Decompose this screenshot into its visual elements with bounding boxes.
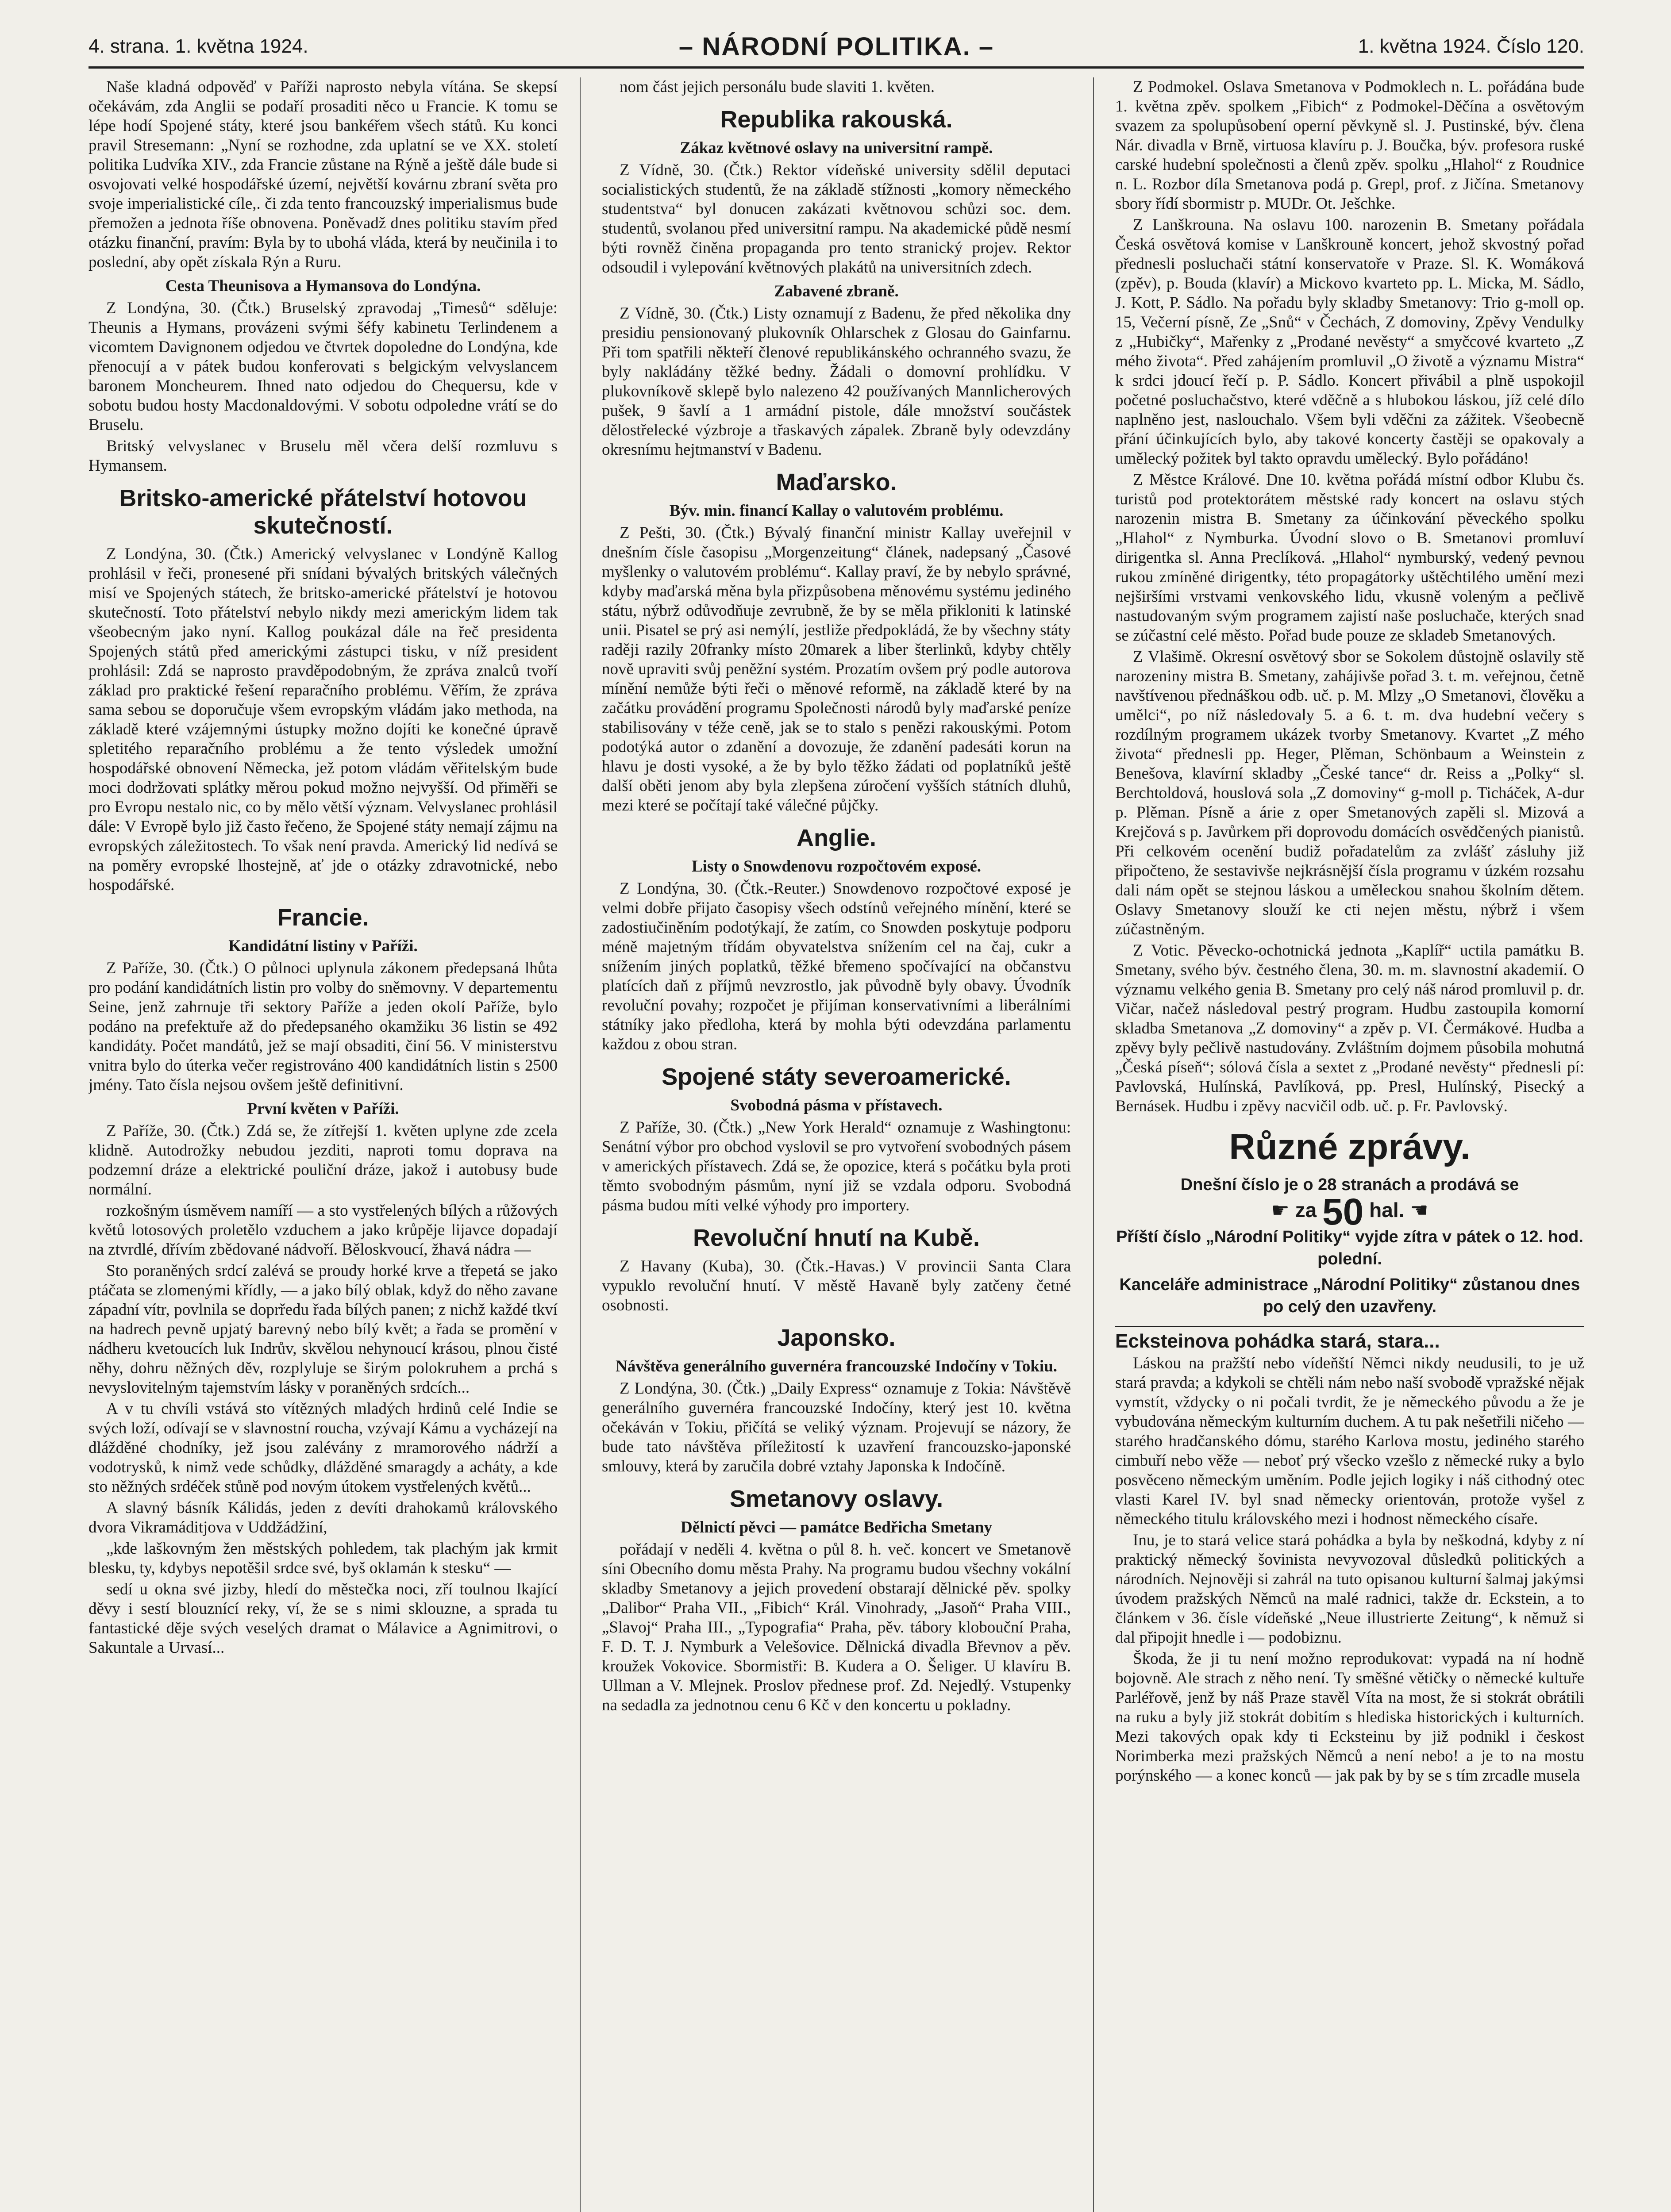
article-paragraph: pořádají v neděli 4. května o půl 8. h. več. koncert ve Smetanově síni Obecního domu města Prahy. Na programu budou všechny vokální skladby Smetanovy a jejich provedení obstarají dělnické pěv. spolky „Dalibor“ Praha VII., „Fibich“ Král. Vinohrady, „Jasoň“ Praha VIII., „Slavoj“ Praha III., „Typografia“ Praha, pěv. tábory klobouční Praha, F. D. T. J. Nymburk a Velešovice. Dělnická divadla Břevnov a pěv. kroužek Vokovice. Sbormistři: B. Kudera a O. Šeliger. U klavíru B. Ullman a V. Mlejnek. Proslov přednese prof. Zd. Nejedlý. Vstupenky na sedadla za jednotnou cenu 6 Kč v den koncertu u pokladny. <box>602 1540 1071 1714</box>
feuilleton-heading: Ecksteinova pohádka stará, stara... <box>1115 1326 1584 1351</box>
price-prefix: za <box>1295 1198 1322 1221</box>
article-heading: Návštěva generálního guvernéra francouzské Indočíny v Tokiu. <box>615 1357 1058 1375</box>
masthead-issue: 1. května 1924. Číslo 120. <box>1358 35 1584 57</box>
pointing-hand-icon: ☚ <box>1404 1198 1428 1221</box>
section-heading: Republika rakouská. <box>720 106 953 133</box>
article-paragraph: Z Vídně, 30. (Čtk.) Listy oznamují z Badenu, že před několika dny presidiu pensionovaný plukovník Ohlarschek z Glosau do Gainfarnu. Při tom spatřili někteří členové republikánského ochranného svazu, že byly nakládány těžké bedny. Žádali o domovní prohlídku. V plukovníkově sklepě bylo nalezeno 42 používaných Mannlicherových pušek, 9 šavlí a 1 armádní pistole, dále množství součástek dělostřelecké výzbroje a třaskavých zápalek. Zbraně byly odevzdány okresnímu hejtmanství v Badenu. <box>602 304 1071 459</box>
masthead-date-page: 4. strana. 1. května 1924. <box>89 35 308 57</box>
article-paragraph: A slavný básník Kálidás, jeden z devíti drahokamů královského dvora Vikramáditjova v Uddžádžiní, <box>89 1499 558 1536</box>
article-paragraph: Z Londýna, 30. (Čtk.) Bruselský zpravodaj „Timesů“ sděluje: Theunis a Hymans, provázeni svými šéfy kabinetu Terlindenem a vicomtem Davignonem odjedou ve čtvrtek dopoledne do Londýna, kde přenocují a v pátek budou konferovati s belgickým velvyslancem baronem Moncheurem. Ihned nato odjedou do Chequersu, kde v sobotu budou hosty Macdonaldovými. V sobotu odpoledne vrátí se do Bruselu. <box>89 299 558 434</box>
notice-text: Příští číslo „Národní Politiky“ vyjde zítra v pátek o 12. hod. polední. <box>1116 1227 1583 1268</box>
price-value: 50 <box>1322 1190 1364 1233</box>
masthead <box>89 27 1584 69</box>
section-heading: Britsko-americké přátelství hotovou skutečností. <box>119 485 527 539</box>
article-paragraph: Z Havany (Kuba), 30. (Čtk.-Havas.) V provincii Santa Clara vypuklo revoluční hnutí. V městě Havaně byly zatčeny četné osobnosti. <box>602 1257 1071 1314</box>
section-heading: Japonsko. <box>777 1325 896 1351</box>
article-paragraph: A v tu chvíli vstává sto vítězných mladých hrdinů celé Indie se svých loží, odívají se v slavnostní roucha, vzývají Kámu a vycházejí na dlážděné chodníky, jež jsou zalévány z mramorového nádrží a vodotrysků, k nimž vede schůdky, dlážděné smaragdy a acháty, a kde sto něžných srdéček stůně pod novým útokem vystřelených květů... <box>89 1400 558 1496</box>
column-divider <box>1093 77 1094 2212</box>
masthead-title: – NÁRODNÍ POLITIKA. – <box>678 32 994 61</box>
article-paragraph: Škoda, že ji tu není možno reprodukovat: vypadá na ní hodně bojovně. Ale strach z něho není. Ty směšné větičky o německé kultuře Parléřově, jenž by náš Praze stavěl Víta na most, že si stokrát obrátili na ruku a byly již stokrát dobitím s hlediska historických i kulturních. Mezi takových opak kdy ti Ecksteinu by již podnikl i českost Norimberka mezi pražských Němců a není nebo! a je to na mostu porýnského — a konec konců — jak pak by by se s tím zrcadle musela <box>1115 1649 1584 1785</box>
article-heading: Zabavené zbraně. <box>774 282 899 300</box>
article-heading: Listy o Snowdenovu rozpočtovém exposé. <box>691 857 982 876</box>
article-paragraph: Naše kladná odpověď v Paříži naprosto nebyla vítána. Se skepsí očekávám, zda Anglii se podaří prosaditi něco u Francie. K tomu se lépe hodí Spojené státy, které jsou bankéřem všech států. Ku konci pravil Stresemann: „Nyní se rozhodne, zda uplatní se ve XX. století politika Ludvíka XIV., zda Francie zůstane na Rýně a ještě dále bude si osvojovati velké hospodářské území, největší kovárnu zbraní světa pro svoje imperialistické cíle,. či zda tento francouzský imperialismus bude přemožen a jednota říše obnovena. Poněvadž dnes politiku stavím před otázku finanční, pravím: Byla by to ubohá vláda, která by neučinila i to poslední, aby opět získala Rýn a Ruru. <box>89 78 558 271</box>
section-heading: Spojené státy severoamerické. <box>662 1064 1011 1090</box>
section-heading: Maďarsko. <box>776 469 897 495</box>
article-paragraph: Z Městce Králové. Dne 10. května pořádá místní odbor Klubu čs. turistů pod protektorátem městské rady koncert na oslavu stých narozenin mistra B. Smetany za účinkování pěveckého spolku „Hlahol“ z Nymburka. Úvodní slovo o B. Smetanovi promluví dirigentka sl. Anna Preclíková. „Hlahol“ nymburský, vedený pevnou rukou zmíněné dirigentky, této propagátorky uštěchtilého umění mezi nejširšími vrstvami venkovského lidu, vkusně voleným a pečlivě nastudovaným svým programem zajistí naše posluchače, kterých snad se zúčastní celé město. Pořad bude pouze ze skladeb Smetanových. <box>1115 471 1584 645</box>
article-paragraph: Britský velvyslanec v Bruselu měl včera delší rozmluvu s Hymansem. <box>89 437 558 475</box>
article-paragraph: nom část jejich personálu bude slaviti 1. květen. <box>620 78 935 96</box>
article-paragraph: Z Podmokel. Oslava Smetanova v Podmoklech n. L. pořádána bude 1. května zpěv. spolkem „Fibich“ z Podmokel-Děčína a osvětovým svazem za spolupůsobení operní pěvkyně sl. J. Pustinské, býv. člena Nár. divadla v Brně, virtuosa klavíru p. J. Boučka, býv. profesora ruské carské hudební společnosti a členů zpěv. spolku „Hlahol“ z Roudnice n. L. Rozbor díla Smetanova podá p. Grepl, prof. z Jičína. Smetanovy sbory řídí sbormistr p. MUDr. Ot. Ješchke. <box>1115 78 1584 213</box>
section-heading: Revoluční hnutí na Kubě. <box>693 1225 980 1251</box>
article-heading: První květen v Paříži. <box>247 1100 399 1118</box>
article-heading: Zákaz květnové oslavy na universitní rampě. <box>680 139 993 157</box>
column-1 <box>89 77 558 2212</box>
column-2 <box>602 77 1071 2212</box>
column-3 <box>1115 77 1584 2212</box>
article-paragraph: Inu, je to stará velice stará pohádka a byla by neškodná, kdyby z ní praktický německý šovinista nevyvozoval důsledků politických a národních. Nejnověji si zahrál na tuto opisanou kulturní šalmaj jakýmsi úvodem pražských Němců na malé radnici, takže dr. Eckstein, a to článkem v 36. čísle vídeňské „Neue illustrierte Zeitung“, k němuž si dal připojit hnedle i — podobiznu. <box>1115 1531 1584 1647</box>
article-paragraph: „kde laškovným žen městských pohledem, tak plachým jak krmit blesku, ty, kdybys nepotěšil srdce své, byš oklamán k stesku“ — <box>89 1540 558 1577</box>
section-heading: Anglie. <box>796 825 876 851</box>
article-paragraph: Z Paříže, 30. (Čtk.) O půlnoci uplynula zákonem předepsaná lhůta pro podání kandidátních listin pro volby do sněmovny. V departementu Seine, jenž zahrnuje tři sektory Paříže a jeden okolí Paříže, bylo podáno na prefektuře až do předepsaného okamžiku 36 listin se 492 kandidáty. Počet mandátů, jež se mají obsaditi, činí 56. V ministerstvu vnitra bylo do úterka večer registrováno 400 kandidátních listin s 2500 jmény. Tato čísla nejsou ovšem ještě definitivní. <box>89 959 558 1094</box>
article-paragraph: Z Vídně, 30. (Čtk.) Rektor vídeňské university sdělil deputaci socialistických studentů, že na základě stížnosti „komory německého studentstva“ byl donucen zakázati květnovou schůzi soc. dem. studentů, svolanou před universitní rampu. Na akademické půdě nesmí býti rovněž činěna propaganda pro tento stranický projev. Rektor odsoudil i vylepování květnových plakátů na universitních zdech. <box>602 161 1071 276</box>
article-paragraph: Z Londýna, 30. (Čtk.) „Daily Express“ oznamuje z Tokia: Návštěvě generálního guvernéra francouzské Indočíny, který jest 10. května očekáván v Tokiu, přičítá se veliký význam. Projevují se názory, že bude tato návštěva příležitostí k uzavření francouzsko-japonské smlouvy, která by zaručila dobré vztahy Japonska k Indočíně. <box>602 1379 1071 1475</box>
article-paragraph: sedí u okna své jizby, hledí do městečka noci, zří toulnou lkající děvy i sestí blouznící reky, ví, že se s nimi sklouzne, a sprada tu fantastické děje svých veselých dramat o Málavice a Agnimitrovi, o Sakuntale a Urvasí... <box>89 1580 558 1657</box>
article-heading: Cesta Theunisova a Hymansova do Londýna. <box>165 277 481 295</box>
article-heading: Býv. min. financí Kallay o valutovém problému. <box>669 502 1004 520</box>
article-paragraph: rozkošným úsměvem namíří — a sto vystřelených bílých a růžových květů lotosových proletělo vzduchem a jako krůpěje lijavce dopadají na ztvrdlé, dřívím zbědované nádvoří. Běloskvoucí, žhavá nádra — <box>89 1202 558 1259</box>
article-heading: Dělnictí pěvci — památce Bedřicha Smetany <box>681 1518 992 1536</box>
pointing-hand-icon: ☛ <box>1271 1198 1295 1221</box>
article-paragraph: Z Vlašimě. Okresní osvětový sbor se Sokolem důstojně oslavily stě narozeniny mistra B. Smetany, zahájivše pořad 3. t. m. veřejnou, četně navštívenou přednáškou odb. uč. p. M. Mlzy „O Smetanovi, člověku a umělci“, po níž následovaly 5. a 6. t. m. dva hudební večery s rozdílným programem ukázek tvorby Smetanovy. Kvartet „Z mého života“ přednesli pp. Heger, Plěman, Schönbaum a Weinstein z Benešova, klavírní skladby „České tance“ dr. Reiss a „Polky“ sl. Berchtoldová, houslová sola „Z domoviny“ g-moll p. Ticháček, A-dur p. Plěman. Písně a árie z oper Smetanových zapěli sl. Mizová a Krejčová s p. Javůrkem při doprovodu domácích osvědčených pianistů. Při celkovém ocenění budiž pořadatelům za zvlášť zásluhy již připočteno, že sestavivše nejkrásnější čísla programu v úzkém rozsahu dali nám opět se stejnou láskou a uměleckou snahou školním dětem. Oslavy Smetanovy slouží ke cti nejen městu, nýbrž i všem zúčastněným. <box>1115 648 1584 938</box>
column-divider <box>580 77 581 2212</box>
article-paragraph: Láskou na pražští nebo vídeňští Němci nikdy neudusili, to je už stará pravda; a kdykoli se chtěli nám nebo naší svobodě vpražské nějak vymstít, vždycky o ni počali tvrdit, že je německého původu a že je vybudována německým kulturním duchem. A tu pak nešetřili ničeho — starého hradčanského dómu, starého Karlova mostu, jediného starého cimbuří nebo věže — neboť prý všecko vzešlo z německé ruky a bylo posvěceno německým uměním. Podle jejich logiky i náš cithodný otec vlasti Karel IV. byl snad německy orientován, protože vyšel z německého titulu královského mezi i hodnost německého císaře. <box>1115 1354 1584 1528</box>
notice-text: Dnešní číslo je o 28 stranách a prodává se <box>1180 1175 1519 1194</box>
article-paragraph: Z Lanškrouna. Na oslavu 100. narozenin B. Smetany pořádala Česká osvětová komise v Lanškrouně koncert, jehož skvostný pořad přednesli posluchači státní konservatoře v Praze. Sl. K. Womáková (zpěv), p. Bouda (klavír) a Mickovo kvarteto pp. L. Micka, M. Sádlo, J. Kott, P. Sádlo. Na pořadu byly skladby Smetanovy: Trio g-moll op. 15, Večerní písně, Ze „Snů“ v Čechách, Z domoviny, Zpěvy Vendulky z „Hubičky“, Mařenky z „Prodané nevěsty“ a smyčcové kvarteto „Z mého života“. Před zahájením promluvil „O životě a významu Mistra“ k srdci jdoucí řečí p. P. Sádlo. Koncert přivábil a plně uspokojil početné posluchačstvo, které vděčně a s hlubokou láskou, jíž celé dílo naplněno jest, naslouchalo. Všem byli vděčni za zážitek. Všeobecně přání účinkujících bylo, aby takové koncerty častěji se opakovaly a umělecký požitek byl takto opravdu umělecký. Bylo pořádáno! <box>1115 216 1584 468</box>
article-paragraph: Z Pešti, 30. (Čtk.) Bývalý finanční ministr Kallay uveřejnil v dnešním čísle časopisu „Morgenzeitung“ článek, nadepsaný „Časové myšlenky o valutovém problému“. Kallay praví, že by nebylo správné, kdyby maďarská měna byla přizpůsobena měnovému systému jediného státu, nýbrž odůvodňuje zevrubně, že by se měla přikloniti k latinské unii. Pisatel se prý asi nemýlí, jestliže předpokládá, že by všechny státy raději razily 20franky místo 20marek a liber šterlinků, kdyby chtěly nově upraviti svůj peněžní systém. Prozatím ovšem prý podle autorova mínění nemůže býti řeči o měnové reformě, na základě které by na začátku provádění programu Společnosti národů byly maďarské peníze stabilisovány v téže ceně, jak se to stalo s penězi rakouskými. Potom podotýká autor o zdanění a dovozuje, že zdanění padesáti korun na hlavu je dosti vysoké, a že by bylo těžko žádati od poplatníků ještě další oběti jenom aby byla zlepšena zúročení vyšších státních dluhů, mezi které se počítají také válečné půjčky. <box>602 524 1071 814</box>
article-paragraph: Z Votic. Pěvecko-ochotnická jednota „Kaplíř“ uctila památku B. Smetany, svého býv. čestného člena, 30. m. m. slavnostní akademií. O významu velkého genia B. Smetany pro celý náš národ promluvil p. dr. Vičar, načež následoval pestrý program. Hudbu zastoupila komorní skladba Smetanova „Z domoviny“ a zpěv p. VI. Čermákové. Hudba a zpěvy byly pečlivě nastudovány. Zvláštním dojmem působila mohutná „Česká píseň“; sólová čísla a sextet z „Prodané nevěsty“ přednesli pí: Pavlovská, Hulínská, Pavlíková, pp. Presl, Hulínský, Pisecký a Bernásek. Hudbu i zpěvy nacvičil odb. uč. p. Fr. Pavlovský. <box>1115 941 1584 1115</box>
section-heading: Různé zprávy. <box>1229 1127 1471 1167</box>
price-unit: hal. <box>1363 1198 1405 1221</box>
article-paragraph: Sto poraněných srdcí zalévá se proudy horké krve a třepetá se jako ptáčata se zlomenými křídly, — a jako bílý oblak, když do něho zavane západní vítr, povlnila se doprředu řada bílých panen; z nichž každé tkví na hadrech pevně upjatý barevný nebo bílý květ; a řada se promění v nádheru kvetoucích luk Indrův, skvělou nehynoucí krásou, plnou čisté něhy, dohru něžných děv, rozplyluje se širým polokruhem a prchá s nevyslovitelným tajemstvím lásky v poraněných srdcích... <box>89 1262 558 1397</box>
section-heading: Smetanovy oslavy. <box>729 1486 943 1512</box>
article-paragraph: Z Paříže, 30. (Čtk.) Zdá se, že zítřejší 1. květen uplyne zde zcela klidně. Autodrožky nebudou jezditi, naproti tomu doprava na podzemní dráze a elektrické pouliční dráze, jakož i autobusy bude normální. <box>89 1122 558 1198</box>
article-heading: Kandidátní listiny v Paříži. <box>228 937 418 955</box>
notice-text: Kanceláře administrace „Národní Politiky“ zůstanou dnes po celý den uzavřeny. <box>1119 1275 1580 1316</box>
article-paragraph: Z Londýna, 30. (Čtk.) Americký velvyslanec v Londýně Kallog prohlásil v řeči, pronesené při snídani bývalých britských válečných misí ve Spojených státech, že britsko-americké přátelství je hotovou skutečností. Toto přátelství nebylo nikdy mezi americkým lidem tak všeobecným jako nyní. Kallog poukázal dále na řeč presidenta Spojených států před americkými zástupci tisku, v níž president prohlásil: Zdá se naprosto pravděpodobným, že zpráva znalců tvoří základ pro praktické řešení reparačního problému. Věřím, že zpráva sama sebou se doporučuje všem evropským vládám jako methoda, na základě které vzájemnými ústupky možno dojíti ke konečné úpravě spletitého reparačního problému a že tento výsledek umožní hospodářské obnovení Německa, jež potom vládám věřitelským bude moci dodržovati splátky měrou pokud možno nejvyšší. Od přiměři se pro Evropu nestalo nic, co by mělo větší význam. Velvyslanec prohlásil dále: V Evropě bylo již často řečeno, že Spojené státy nemají zájmu na evropských záležitostech. To však není pravda. Americký lid nedívá se na poměry evropské lhostejně, ať jde o otázky zdravotnické, nebo hospodářské. <box>89 545 558 894</box>
price-notice <box>1115 1190 1584 1233</box>
section-heading: Francie. <box>277 904 369 931</box>
article-paragraph: Z Paříže, 30. (Čtk.) „New York Herald“ oznamuje z Washingtonu: Senátní výbor pro obchod vyslovil se pro vytvoření svobodných pásem v amerických přístavech. Zdá se, že opozice, která s počátku byla proti těmto svobodným pásmům, nyní již se vzdala odporu. Svobodná pásma budou míti velké výhody pro importery. <box>602 1118 1071 1214</box>
article-paragraph: Z Londýna, 30. (Čtk.-Reuter.) Snowdenovo rozpočtové exposé je velmi dobře přijato časopisy všech odstínů veřejného mínění, které se zadostiučiněním podotýkají, že zatím, co Snowden poskytuje podporu méně majetným třídám obyvatelstva snížením cel na čaj, cukr a snížením jiných poplatků, těžké břemeno spočívající na občanstvu platících daň z příjmů nevzrostlo, jak původně byly obavy. Úvodník revoluční povahy; rozpočet je přijíman konservativními a liberálními státníky jako předloha, která by mohla býti odevzdána parlamentu každou z obou stran. <box>602 879 1071 1053</box>
article-heading: Svobodná pásma v přístavech. <box>730 1096 943 1114</box>
